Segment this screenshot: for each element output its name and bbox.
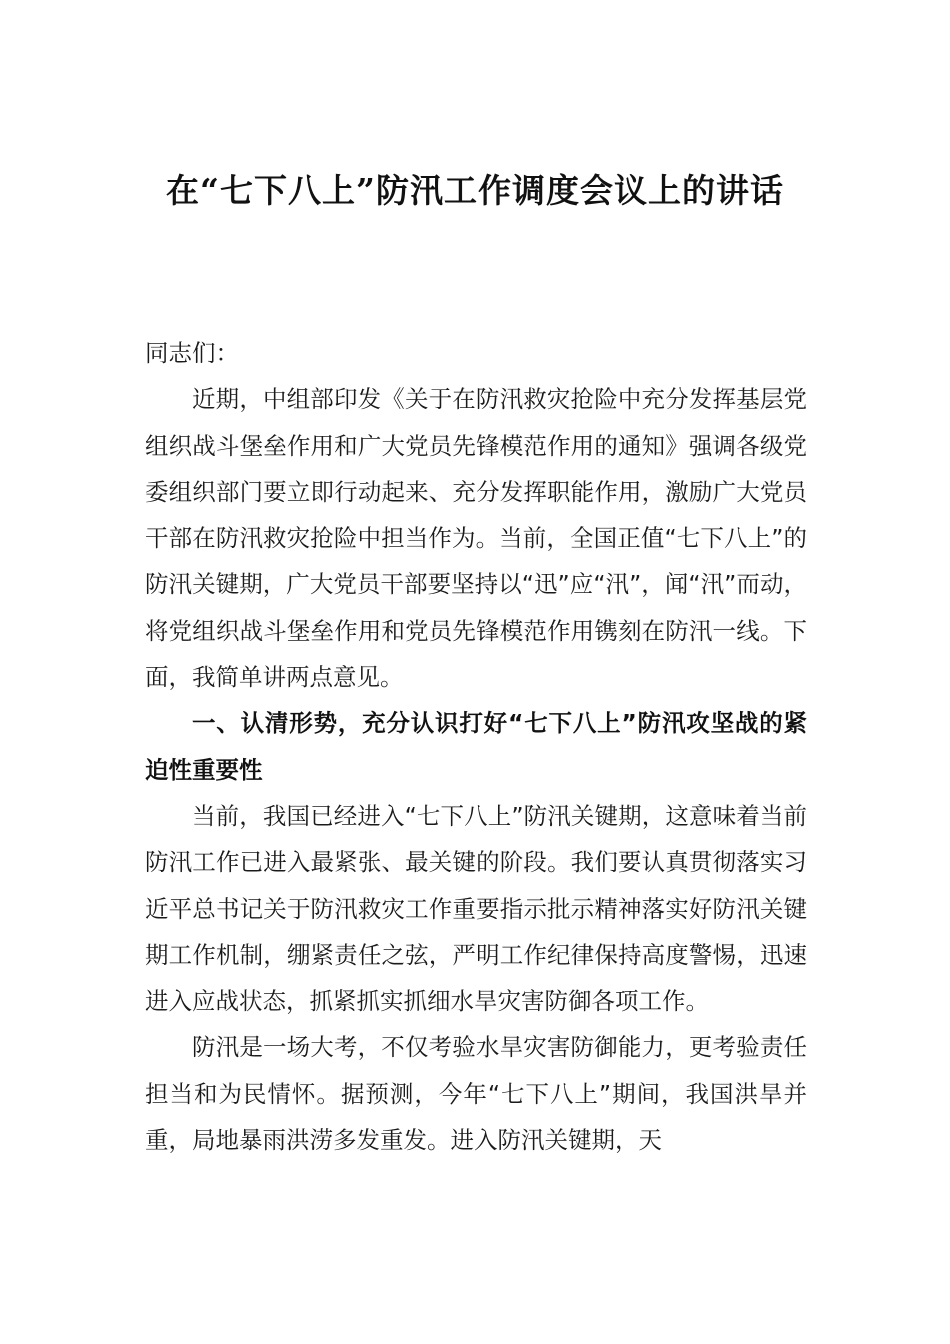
document-title: 在“七下八上”防汛工作调度会议上的讲话 — [166, 171, 784, 210]
document-body — [145, 330, 807, 1163]
section-heading: 一、认清形势，充分认识打好“七下八上”防汛攻坚战的紧迫性重要性 — [145, 709, 807, 784]
section-paragraph: 防汛是一场大考，不仅考验水旱灾害防御能力，更考验责任担当和为民情怀。据预测，今年“七下八上”期间，我国洪旱并重，局地暴雨洪涝多发重发。进入防汛关键期，天 — [145, 1033, 807, 1155]
section-paragraph: 当前，我国已经进入“七下八上”防汛关键期，这意味着当前防汛工作已进入最紧张、最关键的阶段。我们要认真贯彻落实习近平总书记关于防汛救灾工作重要指示批示精神落实好防汛关键期工作机制，绷紧责任之弦，严明工作纪律保持高度警惕，迅速进入应战状态，抓紧抓实抓细水旱灾害防御各项工作。 — [145, 801, 807, 1016]
salutation: 同志们： — [145, 339, 239, 367]
intro-paragraph: 近期，中组部印发《关于在防汛救灾抢险中充分发挥基层党组织战斗堡垒作用和广大党员先锋模范作用的通知》强调各级党委组织部门要立即行动起来、充分发挥职能作用，激励广大党员干部在防汛救灾抢险中担当作为。当前，全国正值“七下八上”的防汛关键期，广大党员干部要坚持以“迅”应“汛”，闻“汛”而动，将党组织战斗堡垒作用和党员先锋模范作用镌刻在防汛一线。下面，我简单讲两点意见。 — [145, 385, 807, 692]
